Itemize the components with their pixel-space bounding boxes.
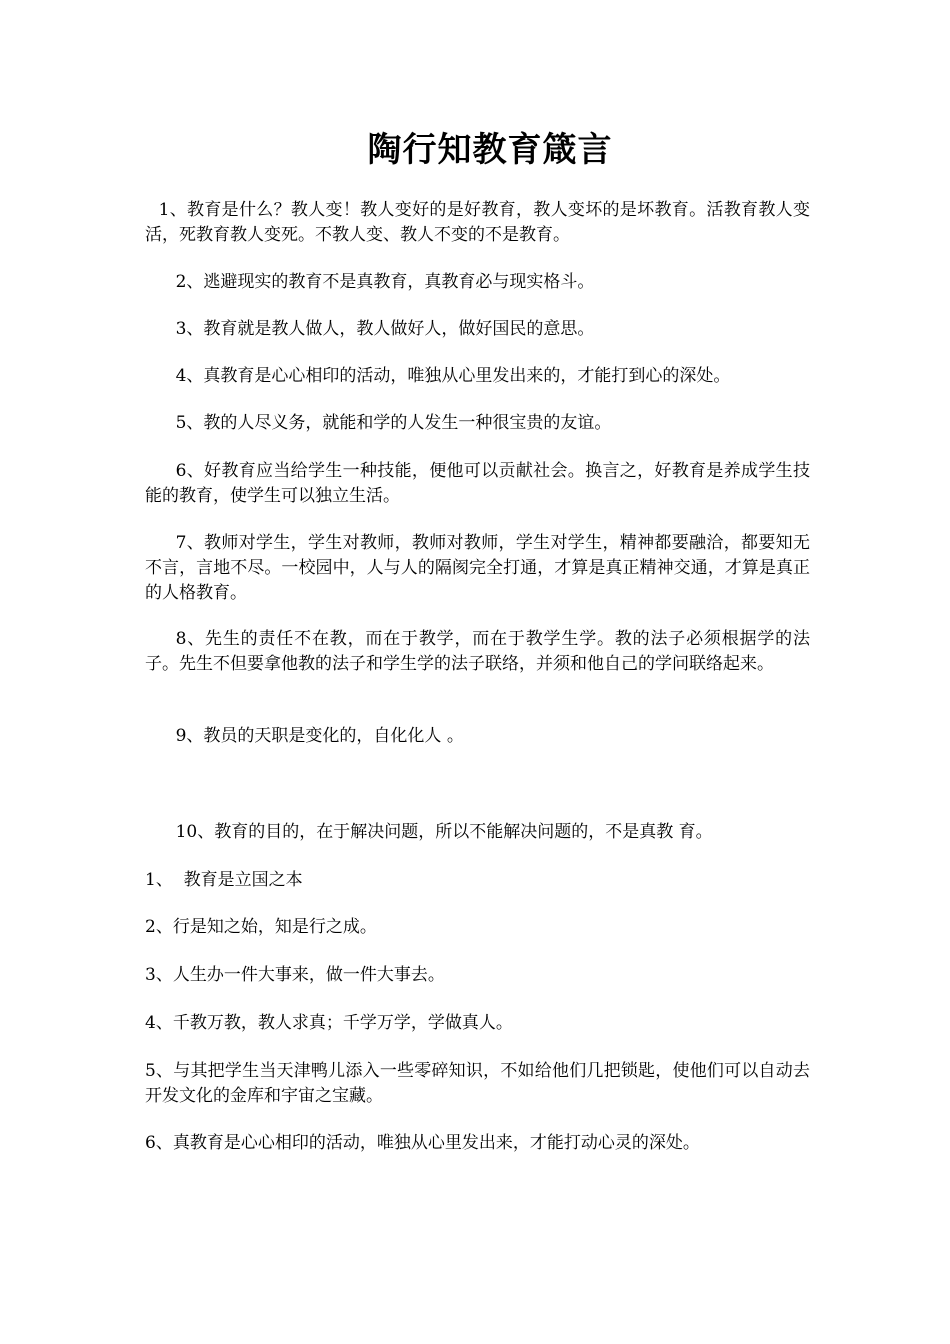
quote-6: 6、真教育是心心相印的活动，唯独从心里发出来，才能打动心灵的深处。 [145,1133,700,1153]
paragraph-2: 2、逃避现实的教育不是真教育，真教育必与现实格斗。 [175,272,595,292]
quote-1: 1、 教育是立国之本 [145,870,303,890]
paragraph-5: 5、教的人尽义务，就能和学的人发生一种很宝贵的友谊。 [175,413,612,433]
paragraph-8: 8、先生的责任不在教，而在于教学，而在于教学生学。教的法子必须根据学的法子。先生不但要拿他教的法子和学生学的法子联络，并须和他自己的学问联络起来。 [145,629,810,674]
quote-5: 5、与其把学生当天津鸭儿添入一些零碎知识，不如给他们几把锁匙，使他们可以自动去开发文化的金库和宇宙之宝藏。 [145,1061,810,1106]
paragraph-6: 6、好教育应当给学生一种技能，便他可以贡献社会。换言之，好教育是养成学生技能的教育，使学生可以独立生活。 [145,461,810,506]
paragraph-7: 7、教师对学生，学生对教师，教师对教师，学生对学生，精神都要融洽，都要知无不言，言地不尽。一校园中，人与人的隔阂完全打通，才算是真正精神交通，才算是真正的人格教育。 [145,533,810,603]
quote-3: 3、人生办一件大事来，做一件大事去。 [145,965,445,985]
paragraph-1: 1、教育是什么？教人变！教人变好的是好教育，教人变坏的是坏教育。活教育教人变活，死教育教人变死。不教人变、教人不变的不是教育。 [145,200,810,245]
paragraph-9: 9、教员的天职是变化的，自化化人 。 [175,726,464,746]
paragraph-3: 3、教育就是教人做人，教人做好人，做好国民的意思。 [175,319,595,339]
quote-2: 2、行是知之始，知是行之成。 [145,917,377,937]
document-title: 陶行知教育箴言 [367,130,613,170]
paragraph-10: 10、教育的目的，在于解决问题，所以不能解决问题的，不是真教 育。 [175,822,713,842]
quote-4: 4、千教万教，教人求真；千学万学，学做真人。 [145,1013,513,1033]
paragraph-4: 4、真教育是心心相印的活动，唯独从心里发出来的，才能打到心的深处。 [175,366,731,386]
